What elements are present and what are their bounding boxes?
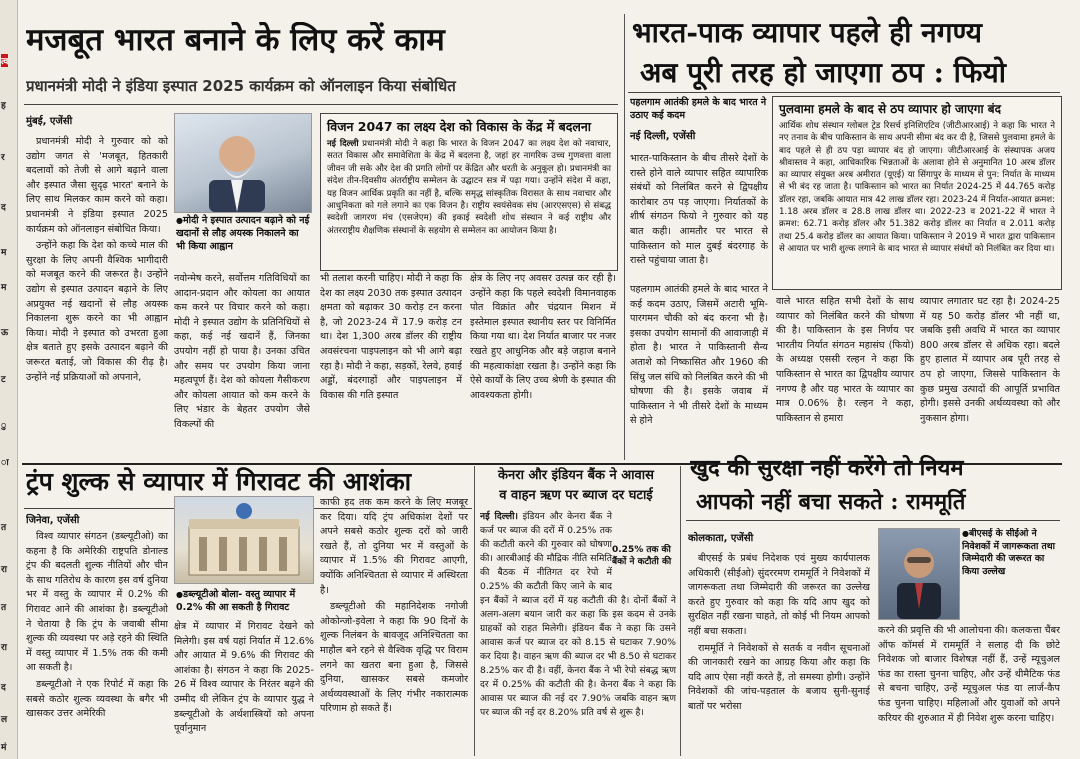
paragraph: डब्ल्यूटीओ ने एक रिपोर्ट में कहा कि सबसे कठोर शुल्क व्यवस्था के बगैर भी खासकर उत्तर अमेरिकी <box>26 678 168 720</box>
article4-note: 0.25% तक की बैंकों ने कटौती की <box>612 545 672 567</box>
article1-photo-caption: ● मोदी ने इस्पात उत्पादन बढ़ाने को नई खदानों से लौह अयस्क निकालने का भी किया आह्वान <box>176 214 310 268</box>
paragraph: बीएसई के प्रबंध निदेशक एवं मुख्य कार्यपालक अधिकारी (सीईओ) सुंदररमण राममूर्ति ने निवेशकों में जागरूकता तथा जिम्मेदारी की जरूरत का उल्लेख करते हुए गुरुवार को कहा कि यदि आप खुद को सुरक्षित नहीं रखना चाहते, तो कोई भी नियम आपको नहीं बचा सकता। <box>688 553 870 637</box>
edge-letter: म <box>1 283 7 293</box>
column-divider <box>624 14 625 460</box>
modi-photo-illustration <box>175 114 311 212</box>
paragraph: काफी हद तक कम करने के लिए मजबूर कर दिया। यदि ट्रंप अधिकांश देशों पर अपने सबसे कठोर शुल्क दरों को जारी रखते हैं, तो दुनिया भर में वस्तुओं के व्यापार में 1.5% की गिरावट आएगी, क्योंकि अनिश्चितता से व्यापार में अस्थिरता है। <box>320 497 468 596</box>
article4-headline-line1: केनरा और इंडियन बैंक ने आवास <box>498 468 654 483</box>
rule <box>686 520 1060 521</box>
rammurthy-photo-illustration <box>879 529 959 619</box>
vision-heading: विजन 2047 का लक्ष्य देश को विकास के केंद्र में बदलना <box>327 119 592 134</box>
article4-text: इंडियन और केनरा बैंक ने कर्ज पर ब्याज की दरों में 0.25% तक की कटौती करने की गुरुवार को घोषणा की। आरबीआई की मौद्रिक नीति समिति की बैठक में नीतिगत दर रेपो में 0.25% की कटौती किए जाने के बाद इन बैंकों ने ब्याज दरों में यह कटौती की है। दोनों बैंकों ने अलग-अलग बयान जारी कर कहा कि इस कदम से उनके ग्राहकों को राहत मिलेगी। इंडियन बैंक ने कहा कि उसने आवास कर्ज पर ब्याज दर को 8.15 से घटाकर 7.90% कर दिया है। वाहन ऋण की ब्याज दर भी 8.50 से घटाकर 8.25% कर दी है। वहीं, केनरा बैंक ने भी रेपो संबद्ध ऋण दर में 0.25% की कटौती की है। केनरा बैंक ने कहा कि आवास पर ब्याज की नई दर 7.90% जबकि वाहन ऋण पर ब्याज की नई दर 8.20% प्रति वर्ष से शुरू है। <box>480 511 676 718</box>
article4-headline <box>478 466 674 506</box>
article5-col2: करने की प्रवृत्ति की भी आलोचना की। कलकत्ता चैंबर ऑफ कॉमर्स में राममूर्ति ने सलाह दी कि छोटे निवेशक जो बाजार विशेषज्ञ नहीं हैं, उन्हें म्यूचुअल फंड का रास्ता चुनना चाहिए, और उन्हें थीमैटिक फंड से बचना चाहिए, उन्हें म्यूचुअल फंड या लार्ज-कैप फंड चुनना चाहिए। महिलाओं और युवाओं को अपने करियर की शुरुआत में ही निवेश शुरू करना चाहिए। <box>878 625 1060 724</box>
paragraph: डब्ल्यूटीओ की महानिदेशक नगोजी ओकोन्जो-इवेला ने कहा कि 90 दिनों के शुल्क निलंबन के बावजूद अनिश्चितता का माहौल बने रहने से वैश्विक वृद्धि पर विराम लगने का खतरा बना हुआ है, जिससे दुनिया, खासकर सबसे कमजोर अर्थव्यवस्थाओं के लिए गंभीर नकारात्मक परिणाम हो सकते हैं। <box>320 601 468 715</box>
article2-col1: भारत-पाकिस्तान के बीच तीसरे देशों के रास्ते होने वाले व्यापार सहित व्यापारिक संबंधों को निलंबित करने से द्विपक्षीय कारोबार ठप पड़ जाएगा। निर्यातकों के शीर्ष संगठन फियो ने गुरुवार को यह बात कही। आमतौर पर भारत से पाकिस्तान को माल दुबई बंदरगाह के रास्ते पहुंचाया जाता है। <box>630 153 768 267</box>
rule <box>628 92 1060 93</box>
article2-col3: व्यापार लगातार घट रहा है। 2024-25 में यह 50 करोड़ डॉलर भी नहीं था, जबकि इसी अवधि में भारत का व्यापार 800 अरब डॉलर से अधिक रहा। बदले हुए हालात में व्यापार अब पूरी तरह से ठप हो जाएगा, जिससे पाकिस्तान के कुछ प्रमुख उत्पादों की आपूर्ति प्रभावित होगी। इससे उनकी अर्थव्यवस्था को और नुकसान होगा। <box>920 296 1060 424</box>
paragraph: उन्होंने कहा कि देश को कच्चे माल की सुरक्षा के लिए अपनी वैश्विक भागीदारी को मजबूत करने की जरूरत है। उन्होंने उद्योग से इस्पात उत्पादन बढ़ाने के लिए अप्रयुक्त नई खदानों से लौह अयस्क निकालना शुरू करने का भी आह्वान किया। मोदी ने इस्पात को उभरता हुआ क्षेत्र बताते हुए इसके उत्पादन बढ़ाने की जरूरत बताई, जो विकास की रीढ़ है। उन्होंने नई प्रक्रियाओं को अपनाने, <box>26 240 168 383</box>
modi-photo <box>174 113 312 213</box>
edge-letter: त <box>1 603 7 613</box>
article3-dateline: जिनेवा, एजेंसी <box>26 515 80 526</box>
article1-col4: क्षेत्र के लिए नए अवसर उत्पन्न कर रही है। उन्होंने कहा कि पहले स्वदेशी विमानवाहक पोत विक्रांत और चंद्रयान मिशन में इस्तेमाल इस्पात स्थानीय स्तर पर विनिर्मित किया गया था। देश निर्यात बाजार पर नजर रखते हुए आधुनिक और बड़े जहाज बनाने की महत्वाकांक्षा रखता है। उन्होंने कहा कि ऐसे कार्यों के लिए उच्च श्रेणी के इस्पात की आवश्यकता होगी। <box>470 273 616 401</box>
edge-letter: ऊ <box>1 328 9 338</box>
edge-letter: ट <box>1 375 6 385</box>
article3-col2: क्षेत्र में व्यापार में गिरावट देखने को मिलेगी। इस वर्ष यहां निर्यात में 12.6% और आयात में 9.6% की गिरावट की आशंका है। संगठन ने कहा कि 2025-26 में विश्व व्यापार के निरंतर बढ़ने की उम्मीद थी लेकिन ट्रंप के व्यापार युद्ध ने डब्ल्यूटीओ के अर्थशास्त्रियों को अपना पूर्वानुमान <box>174 621 314 735</box>
vision-box <box>320 113 618 271</box>
article2-col2: वाले भारत सहित सभी देशों के साथ व्यापार को निलंबित करने की घोषणा की है। पाकिस्तान के इस निर्णय पर भारतीय निर्यात संगठन महासंघ (फियो) के अध्यक्ष एससी रल्हन ने कहा कि पाकिस्तान से भारत का द्विपक्षीय व्यापार नगण्य है और यह भारत के व्यापार का मात्र 0.06% है। रल्हन ने कहा, पाकिस्तान से हमारा <box>776 296 914 424</box>
article2-headline-line1: भारत-पाक व्यापार पहले ही नगण्य <box>632 16 983 49</box>
wto-building-illustration <box>175 497 313 583</box>
article3-col3 <box>320 496 468 752</box>
pulwama-text: आर्थिक शोध संस्थान ग्लोबल ट्रेड रिसर्च इनिशिएटिव (जीटीआरआई) ने कहा कि भारत ने नए तनाव के बीच पाकिस्तान के साथ अपनी सीमा बंद कर दी है, जिससे पुलवामा हमले के बाद पहले से ही ठप पड़ा व्यापार बंद हो जाएगा। जीटीआरआई के संस्थापक अजय श्रीवास्तव ने कहा, आधिकारिक भिन्नताओं के अलावा होने से अनुमानित 10 अरब डॉलर का व्यापार संयुक्त अरब अमीरात (यूएई) या सिंगापुर के माध्यम से पुन: निर्यात के माध्यम से भी बंद रह जाता है। पाकिस्तान को भारत का निर्यात 2024-25 में 44.765 करोड़ डॉलर रहा, जबकि आयात मात्र 42 लाख डॉलर रहा। 2023-24 में निर्यात-आयात क्रमश: 1.18 अरब डॉलर व 28.8 लाख डॉलर था। 2022-23 व 2021-22 में भारत ने क्रमश: 62.71 करोड़ डॉलर और 51.382 करोड़ डॉलर का निर्यात व 2.011 करोड़ तथा 25.4 करोड़ डॉलर का आयात किया। पाकिस्तान ने 2019 में भारत द्वारा पाकिस्तान से आयात पर भारी शुल्क लगाने के बाद भारत से व्यापार संबंधों को निलंबित कर दिया था। <box>779 121 1055 254</box>
article4-headline-line2: व वाहन ऋण पर ब्याज दर घटाई <box>499 488 653 503</box>
article5-photo-caption: ● बीएसई के सीईओ ने निवेशकों में जागरूकता तथा जिम्मेदारी की जरूरत का किया उल्लेख <box>962 528 1060 620</box>
article2-headline-line2: अब पूरी तरह हो जाएगा ठप : फियो <box>640 56 1006 89</box>
edge-letter: ा <box>1 458 9 468</box>
article1-subhead: प्रधानमंत्री मोदी ने इंडिया इस्पात 2025 कार्यक्रम को ऑनलाइन किया संबोधित <box>26 77 456 95</box>
wto-building-photo <box>174 496 314 584</box>
edge-letter: मं <box>1 743 7 753</box>
edge-letter: ल <box>1 715 8 725</box>
pulwama-heading: पुलवामा हमले के बाद से ठप व्यापार हो जाएगा बंद <box>779 102 1001 116</box>
article1-col2: नवोन्मेष करने, सर्वोत्तम गतिविधियों का आदान-प्रदान और कोयला का आयात कम करने पर विचार करने को कहा। मोदी ने इस्पात उद्योग के प्रतिनिधियों से कहा, कई नई खदानें हैं, जिनका उपयोग नहीं हो पाया है। उनका उचित और समय पर उपयोग किया जाना महत्वपूर्ण हैं। देश को कोयला गैसीकरण और कोयला आयात को कम करने के लिए भंडार के बेहतर उपयोग जैसे विकल्पों की <box>174 273 310 430</box>
vision-text: प्रधानमंत्री मोदी ने कहा कि भारत के विजन 2047 का लक्ष्य देश को नवाचार, सतत विकास और समावेशिता के केंद्र में बदलना है, जहां हर नागरिक उच्च गुणवत्ता वाला जीवन जी सके और देश की प्रगति लोगों पर केंद्रित और धरती के अनुकूल हो। प्रधानमंत्री का संदेश तीन-दिवसीय अंतर्राष्ट्रीय सम्मेलन के उद्घाटन सत्र में पढ़ा गया। उन्होंने संदेश में कहा, यह विजन आर्थिक प्रकृति का नहीं है, बल्कि समृद्ध सांस्कृतिक विरासत के साथ नवाचार और आधुनिकता को गले लगाने का एक विजन है। राष्ट्रीय स्वयंसेवक संघ (आरएसएस) से संबद्ध स्वदेशी जागरण मंच (एसजेएम) की इकाई स्वदेशी शोध संस्थान ने कई राष्ट्रीय और अंतरराष्ट्रीय शैक्षणिक संस्थानों के सहयोग से सम्मेलन का आयोजन किया है। <box>327 139 611 236</box>
left-edge-strip <box>0 0 18 759</box>
column-divider <box>680 466 681 756</box>
edge-letter: द <box>1 203 6 213</box>
paragraph: प्रधानमंत्री मोदी ने गुरुवार को को उद्योग जगत से 'मजबूत, हितकारी बदलावों को तेजी से आगे बढ़ाने वाला और इस्पात जैसा सुदृढ़ भारत' बनाने के लिए साथ मिलकर काम करने को कहा। प्रधानमंत्री ने इंडिया इस्पात 2025 कार्यक्रम को ऑनलाइन संबोधित किया। <box>26 136 168 235</box>
vision-dateline: नई दिल्ली <box>327 139 359 149</box>
article2-col1b: पहलगाम आतंकी हमले के बाद भारत ने कई कदम उठाए, जिसमें अटारी भूमि-पारगमन चौकी को बंद करना भी है। इसका उपयोग सामानों की आवाजाही में होता है। भारत ने पाकिस्तानी सैन्य अताशे को निष्कासित और 1960 की सिंधु जल संधि को निलंबित करने की भी घोषणा की है। इसके जवाब में पाकिस्तान ने भी तीसरे देशों के माध्यम से होने <box>630 284 768 427</box>
article4-body <box>480 510 676 752</box>
article5-headline-line1: खुद की सुरक्षा नहीं करेंगे तो नियम <box>690 455 964 481</box>
article5-headline-line2: आपको नहीं बचा सकते : राममूर्ति <box>696 489 966 515</box>
article5-dateline: कोलकाता, एजेंसी <box>688 533 754 544</box>
edge-letter: रा <box>1 643 8 653</box>
pulwama-box <box>772 96 1062 290</box>
article4-note-spacer <box>612 546 676 594</box>
column-divider <box>474 466 475 756</box>
article1-headline: मजबूत भारत बनाने के लिए करें काम <box>26 22 445 58</box>
edge-letter: त <box>1 523 7 533</box>
edge-letter: त्व <box>1 54 8 67</box>
paragraph: राममूर्ति ने निवेशकों से सतर्क व नवीन सूचनाओं की जानकारी रखने का आग्रह किया और कहा कि यदि आप ऐसा नहीं करते हैं, तो समस्या होगी। उन्होंने निवेशकों की जांच-पड़ताल के बजाय सुनी-सुनाई बातों पर भरोसा <box>688 642 870 712</box>
edge-letter: म <box>1 248 7 258</box>
edge-letter: ु <box>1 421 7 431</box>
article3-col1 <box>26 530 168 752</box>
article1-col1 <box>26 135 168 457</box>
article2-note: पहलगाम आतंकी हमले के बाद भारत ने उठाए कई कदम <box>630 97 767 121</box>
paragraph: विश्व व्यापार संगठन (डब्ल्यूटीओ) का कहना है कि अमेरिकी राष्ट्रपति डोनाल्ड ट्रंप की बदलती शुल्क नीतियों और चीन के साथ गतिरोध के कारण इस वर्ष दुनिया भर में वस्तु के व्यापार में 0.2% की गिरावट आने की आशंका है। डब्ल्यूटीओ ने चेताया है कि ट्रंप के जवाबी सीमा शुल्क की व्यवस्था पर अड़े रहने की स्थिति में वस्तु व्यापार में 1.5% तक की कमी आ सकती है। <box>26 531 168 674</box>
edge-letter: र <box>1 153 5 163</box>
rammurthy-photo <box>878 528 960 620</box>
edge-letter: ह <box>1 101 6 111</box>
rule <box>24 104 618 105</box>
edge-letter: रा <box>1 565 8 575</box>
article3-headline: ट्रंप शुल्क से व्यापार में गिरावट की आशंका <box>26 467 412 496</box>
edge-letter: द <box>1 683 6 693</box>
vision-body <box>321 135 617 237</box>
article5-col1 <box>688 552 870 752</box>
article2-dateline: नई दिल्ली, एजेंसी <box>630 131 696 142</box>
article4-dateline: नई दिल्ली। <box>480 511 518 522</box>
article1-col3: भी तलाश करनी चाहिए। मोदी ने कहा कि देश का लक्ष्य 2030 तक इस्पात उत्पादन क्षमता को बढ़ाकर 30 करोड़ टन करना है, जो 2023-24 में 17.9 करोड़ टन था। देश 1,300 अरब डॉलर की राष्ट्रीय अवसंरचना पाइपलाइन को भी आगे बढ़ा रहा है। मोदी ने कहा, सड़कों, रेलवे, हवाई अड्डों, बंदरगाहों और पाइपलाइन में विकास की गति इस्पात <box>320 273 462 401</box>
article1-dateline: मुंबई, एजेंसी <box>26 116 73 127</box>
article3-photo-caption: ● डब्ल्यूटीओ बोला- वस्तु व्यापार में 0.2% की आ सकती है गिरावट <box>176 588 312 618</box>
